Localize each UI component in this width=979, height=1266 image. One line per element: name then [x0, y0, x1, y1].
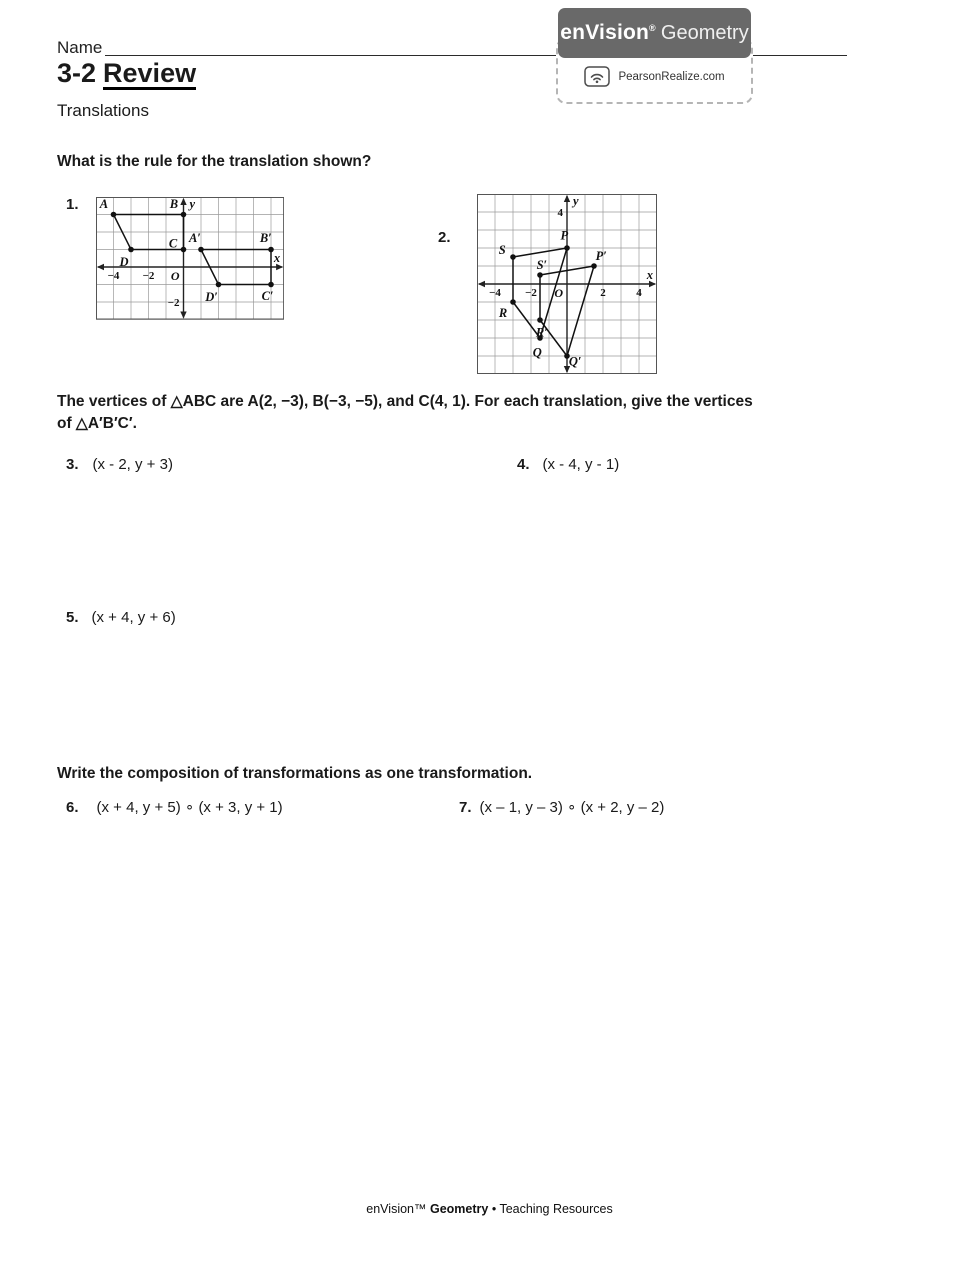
problem-5-text: (x + 4, y + 6)	[91, 609, 176, 626]
pearson-row	[556, 66, 753, 87]
svg-text:A: A	[99, 197, 109, 211]
svg-text:A′: A′	[188, 231, 201, 246]
svg-text:O: O	[170, 269, 180, 283]
svg-text:−2: −2	[142, 270, 155, 282]
svg-text:−2: −2	[167, 297, 180, 309]
brand-geometry: Geometry	[660, 21, 749, 44]
svg-text:S: S	[498, 242, 506, 257]
problem-5-number: 5.	[66, 609, 79, 626]
problem-7	[459, 798, 664, 816]
svg-text:y: y	[573, 194, 579, 208]
svg-text:D′: D′	[205, 289, 218, 304]
brand-envision-text: enVision	[560, 21, 650, 44]
composition-heading: Write the composition of transformations as one transformation.	[57, 765, 533, 782]
lesson-number: 3-2	[57, 58, 97, 88]
svg-text:S′: S′	[536, 258, 548, 273]
problem-6-number: 6.	[66, 799, 79, 816]
lesson-subtitle: Translations	[57, 101, 149, 120]
problem-5	[66, 609, 176, 626]
coordinate-grid-2	[477, 194, 657, 374]
svg-text:4: 4	[636, 287, 642, 299]
name-label: Name	[57, 38, 103, 57]
lesson-title	[57, 58, 196, 90]
problem-3	[66, 456, 173, 473]
svg-text:−4: −4	[107, 270, 120, 282]
problem-2-number: 2.	[438, 229, 451, 246]
svg-text:C′: C′	[261, 288, 274, 303]
registered-mark: ®	[649, 23, 656, 33]
svg-text:B: B	[169, 197, 179, 211]
lesson-name: Review	[103, 59, 196, 90]
problem-4-number: 4.	[517, 456, 530, 473]
problem-3-text: (x - 2, y + 3)	[92, 456, 173, 473]
vertices-line-1: The vertices of △ABC are A(2, −3), B(−3, −5), and C(4, 1). For each translation, give the vertices	[57, 393, 753, 410]
vertices-instruction	[57, 391, 937, 434]
svg-text:y: y	[189, 197, 196, 211]
svg-text:−2: −2	[525, 287, 537, 299]
svg-text:P: P	[560, 228, 569, 243]
svg-text:Q′: Q′	[568, 354, 582, 369]
problem-6	[66, 798, 283, 816]
problem-1-number: 1.	[66, 196, 79, 213]
svg-text:x: x	[646, 268, 653, 282]
svg-text:P′: P′	[595, 249, 607, 264]
svg-text:B′: B′	[259, 231, 272, 246]
svg-text:D: D	[119, 254, 129, 269]
wifi-icon	[584, 66, 610, 87]
problem-7-text: (x – 1, y – 3) ∘ (x + 2, y – 2)	[479, 799, 665, 816]
svg-text:4: 4	[557, 207, 563, 219]
vertices-line-2: of △A′B′C′.	[57, 414, 137, 432]
page-footer	[0, 1202, 979, 1216]
coordinate-grid-1	[96, 197, 284, 320]
svg-text:x: x	[273, 251, 281, 265]
brand-envision	[560, 21, 656, 45]
svg-text:Q: Q	[532, 345, 542, 360]
svg-text:O: O	[554, 286, 563, 300]
pearson-url: PearsonRealize.com	[618, 70, 725, 83]
problem-4-text: (x - 4, y - 1)	[542, 456, 620, 473]
footer-brand: enVision™	[366, 1202, 430, 1216]
svg-text:R′: R′	[535, 325, 548, 340]
envision-logo	[558, 8, 751, 58]
svg-text:2: 2	[600, 287, 606, 299]
svg-text:R: R	[498, 305, 508, 320]
footer-product: Geometry	[429, 1202, 489, 1216]
problem-3-number: 3.	[66, 456, 79, 473]
svg-text:C: C	[168, 236, 178, 251]
footer-rest: • Teaching Resources	[488, 1202, 613, 1216]
problem-4	[517, 456, 619, 473]
problem-6-text: (x + 4, y + 5) ∘ (x + 3, y + 1)	[96, 799, 283, 816]
brand-panel	[556, 8, 753, 110]
svg-text:−4: −4	[489, 287, 501, 299]
rule-question-heading: What is the rule for the translation shown?	[57, 153, 372, 170]
problem-7-number: 7.	[459, 799, 472, 816]
